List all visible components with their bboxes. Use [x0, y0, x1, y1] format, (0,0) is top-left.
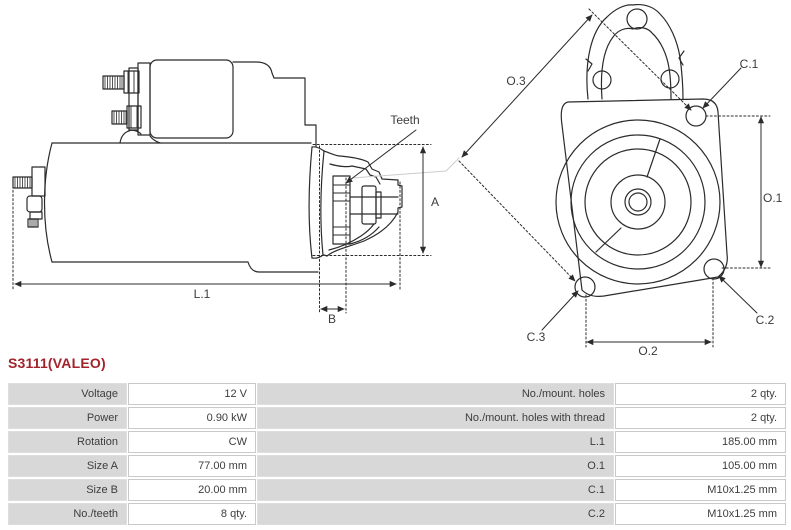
- front-bracket: [233, 62, 324, 258]
- spec-value: CW: [128, 431, 256, 453]
- spec-label: C.2: [257, 503, 614, 525]
- spec-row-power: [8, 407, 786, 429]
- c3-pointer-line: [542, 291, 578, 330]
- spec-value: 20.00 mm: [128, 479, 256, 501]
- spec-label: No./mount. holes with thread: [257, 407, 614, 429]
- spec-value: 77.00 mm: [128, 455, 256, 477]
- dim-label-c3: C.3: [526, 330, 546, 344]
- spec-value: 105.00 mm: [615, 455, 786, 477]
- spec-label: Voltage: [8, 383, 127, 405]
- spec-label: C.1: [257, 479, 614, 501]
- spec-value: 185.00 mm: [615, 431, 786, 453]
- spec-label: Power: [8, 407, 127, 429]
- dim-line-o3: [462, 15, 592, 157]
- teeth-pointer-line: [346, 130, 416, 183]
- dim-label-a: A: [431, 195, 440, 209]
- dim-label-l1: L.1: [193, 287, 211, 301]
- dim-label-o1: O.1: [763, 191, 783, 205]
- housing-circles: [556, 120, 720, 284]
- pinion-gear: [333, 176, 350, 244]
- side-view-drawing: [13, 60, 459, 326]
- spec-value: M10x1.25 mm: [615, 503, 786, 525]
- top-lug-hole: [627, 9, 647, 29]
- spec-label: Size B: [8, 479, 127, 501]
- spec-row-voltage: [8, 383, 786, 405]
- centerline-faint: [352, 158, 459, 178]
- spec-label: O.1: [257, 455, 614, 477]
- dimension-annotations-side: [13, 113, 439, 326]
- spec-label: Size A: [8, 455, 127, 477]
- spec-row-teeth: [8, 503, 786, 525]
- spec-label: No./mount. holes: [257, 383, 614, 405]
- spec-row-rotation: [8, 431, 786, 453]
- solenoid: [103, 60, 233, 143]
- dim-label-o3: O.3: [506, 74, 526, 88]
- mounting-hole-c3: [575, 277, 595, 297]
- mounting-hole-c1: [686, 106, 706, 126]
- spec-value: 8 qty.: [128, 503, 256, 525]
- part-number-title: S3111(VALEO): [8, 355, 106, 371]
- spec-label: Rotation: [8, 431, 127, 453]
- spec-row-size-b: [8, 479, 786, 501]
- spec-table: [8, 383, 786, 525]
- dim-label-c1: C.1: [739, 57, 759, 71]
- front-view-drawing: [459, 5, 783, 356]
- dimension-annotations-front: [459, 9, 783, 356]
- dim-label-o2: O.2: [638, 344, 658, 356]
- solenoid-front: [586, 5, 684, 99]
- spec-value: 2 qty.: [615, 407, 786, 429]
- motor-body: [13, 143, 318, 272]
- dim-label-b: B: [327, 312, 337, 326]
- c1-pointer-line: [703, 68, 741, 108]
- c2-pointer-line: [719, 276, 757, 313]
- spec-value: M10x1.25 mm: [615, 479, 786, 501]
- spec-label: L.1: [257, 431, 614, 453]
- spec-value: 12 V: [128, 383, 256, 405]
- teeth-label: Teeth: [390, 113, 420, 127]
- mounting-hole-c2: [704, 259, 724, 279]
- spec-value: 0.90 kW: [128, 407, 256, 429]
- dim-label-c2: C.2: [755, 313, 775, 327]
- spec-label: No./teeth: [8, 503, 127, 525]
- spec-value: 2 qty.: [615, 383, 786, 405]
- mounting-flange: [561, 99, 727, 296]
- spec-row-size-a: [8, 455, 786, 477]
